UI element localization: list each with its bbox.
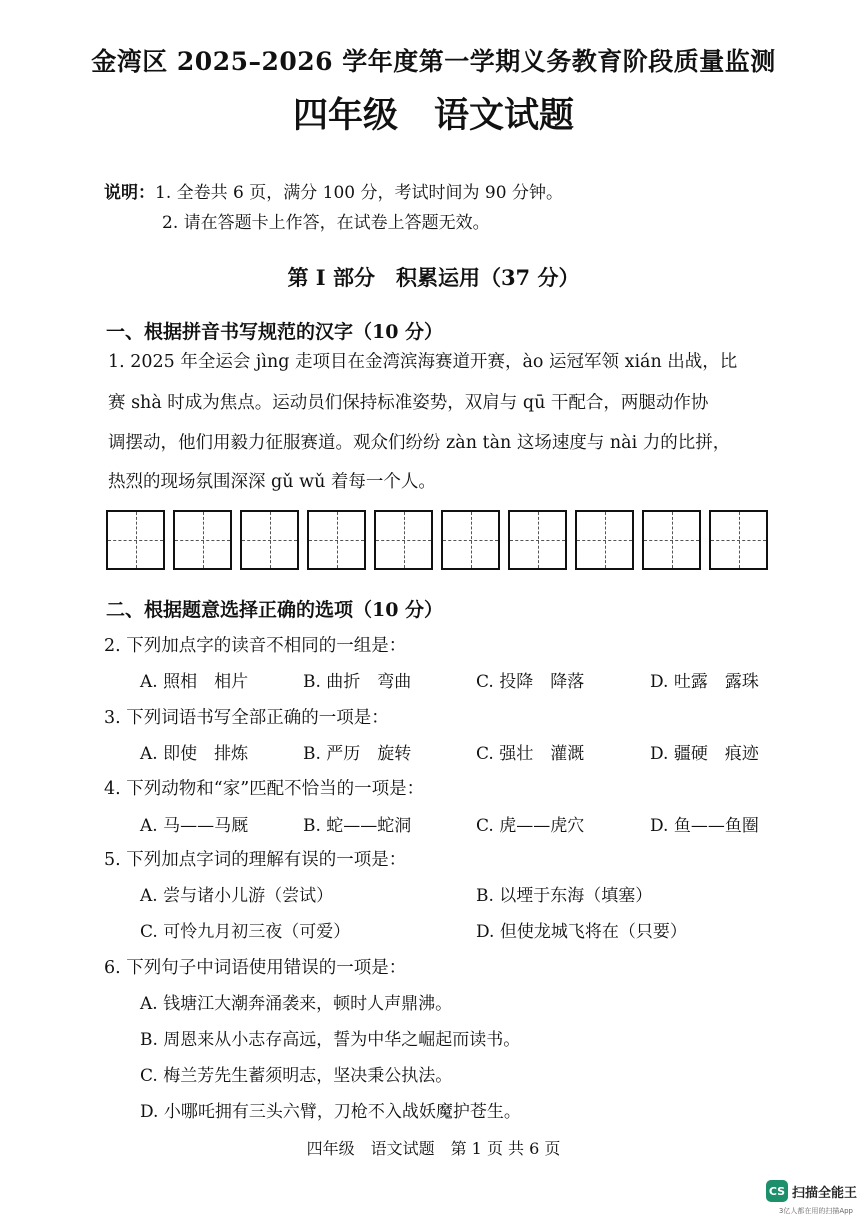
option: D. 疆硬 痕迹 (650, 744, 759, 764)
option: C. 强壮 灌溉 (476, 744, 585, 764)
writing-cell (240, 510, 299, 570)
option: A. 马——马厩 (140, 816, 249, 836)
question-line: 赛 shà 时成为焦点。运动员们保持标准姿势，双肩与 qū 干配合，两腿动作协 (108, 393, 709, 413)
exam-title: 金湾区 2025–2026 学年度第一学期义务教育阶段质量监测 (91, 47, 776, 76)
writing-cell (575, 510, 634, 570)
question-stem: 5. 下列加点字词的理解有误的一项是： (104, 850, 407, 870)
option: D. 吐露 露珠 (650, 672, 759, 692)
instructions (104, 178, 563, 203)
scanner-app-name: 扫描全能王 (791, 1185, 857, 1201)
subject-label: 语文试题 (434, 95, 575, 136)
writing-cell (709, 510, 768, 570)
option: A. 钱塘江大潮奔涌袭来，顿时人声鼎沸。 (140, 994, 453, 1014)
option: A. 尝与诸小儿游（尝试） (140, 886, 334, 906)
question-stem: 6. 下列句子中词语使用错误的一项是： (104, 958, 407, 978)
option: A. 即使 排炼 (140, 744, 249, 764)
question-stem: 2. 下列加点字的读音不相同的一组是： (104, 636, 407, 656)
option: D. 鱼——鱼圈 (650, 816, 759, 836)
section-title: 二、根据题意选择正确的选项（10 分） (106, 599, 444, 621)
scanner-watermark (766, 1180, 857, 1202)
scanner-slogan: 3亿人都在用的扫描App (778, 1207, 853, 1215)
writing-cell (173, 510, 232, 570)
option: B. 严历 旋转 (303, 744, 412, 764)
writing-cell (307, 510, 366, 570)
question-line: 热烈的现场氛围深深 gǔ wǔ 着每一个人。 (108, 472, 436, 492)
option: C. 梅兰芳先生蓄须明志，坚决秉公执法。 (140, 1066, 453, 1086)
writing-cell (374, 510, 433, 570)
question-line: 调摆动，他们用毅力征服赛道。观众们纷纷 zàn tàn 这场速度与 nài 力的比拼， (108, 433, 731, 453)
instructions-label: 说明： (104, 183, 155, 203)
option: D. 但使龙城飞将在（只要） (476, 922, 687, 942)
option: B. 蛇——蛇洞 (303, 816, 412, 836)
question-line: 1. 2025 年全运会 jìng 走项目在金湾滨海赛道开赛，ào 运冠军领 xián 出战，比 (108, 352, 738, 372)
writing-cell (106, 510, 165, 570)
option: B. 曲折 弯曲 (303, 672, 412, 692)
question-stem: 4. 下列动物和“家”匹配不恰当的一项是： (104, 779, 425, 799)
option: C. 可怜九月初三夜（可爱） (140, 922, 351, 942)
scanner-logo-icon: CS (766, 1180, 788, 1202)
instruction-item: 2. 请在答题卡上作答，在试卷上答题无效。 (162, 213, 490, 233)
answer-grid (106, 510, 768, 570)
grade-label: 四年级 (292, 95, 398, 136)
question-stem: 3. 下列词语书写全部正确的一项是： (104, 708, 389, 728)
option: A. 照相 相片 (140, 672, 249, 692)
option: B. 周恩来从小志存高远，誓为中华之崛起而读书。 (140, 1030, 521, 1050)
writing-cell (441, 510, 500, 570)
part-title: 第 I 部分 积累运用（37 分） (287, 265, 580, 290)
exam-subtitle (0, 88, 867, 138)
writing-cell (508, 510, 567, 570)
page-footer: 四年级 语文试题 第 1 页 共 6 页 (306, 1139, 561, 1158)
option: C. 投降 降落 (476, 672, 585, 692)
option: C. 虎——虎穴 (476, 816, 585, 836)
option: B. 以堙于东海（填塞） (476, 886, 653, 906)
section-title: 一、根据拼音书写规范的汉字（10 分） (106, 321, 444, 343)
writing-cell (642, 510, 701, 570)
option: D. 小哪吒拥有三头六臂，刀枪不入战妖魔护苍生。 (140, 1102, 521, 1122)
instruction-item: 1. 全卷共 6 页，满分 100 分，考试时间为 90 分钟。 (155, 183, 563, 203)
